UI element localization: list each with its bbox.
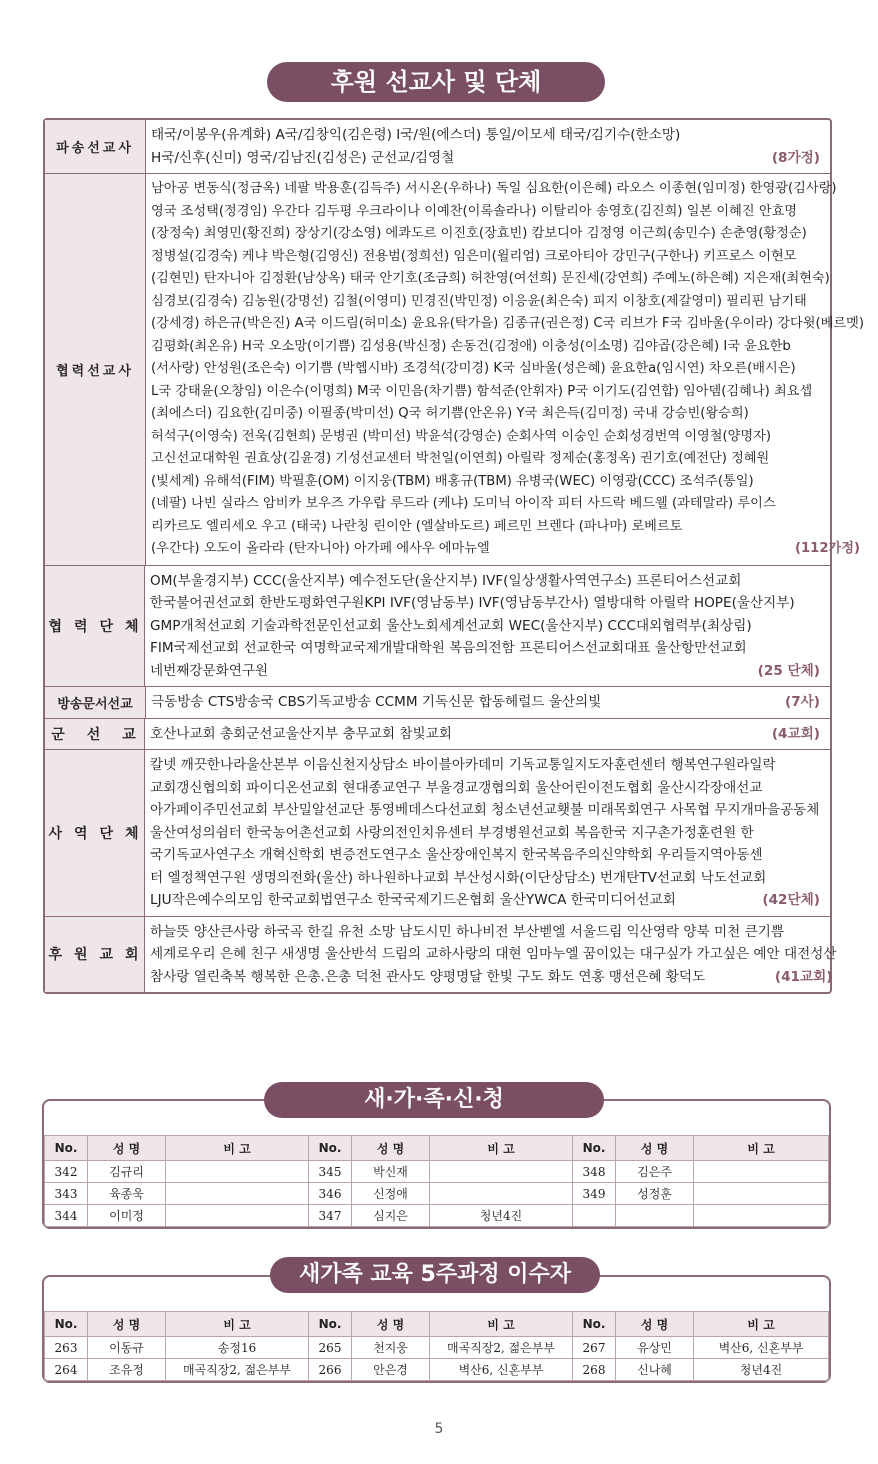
education-title: 새가족 교육 5주과정 이수자 bbox=[270, 1257, 600, 1293]
table-row: 344 이미정 347 심지은 청년4진 bbox=[45, 1205, 829, 1227]
row-content: OM(부울경지부) CCC(울산지부) 예수전도단(울산지부) IVF(일상생활사역연구소) 프론티어스선교회 한국불어권선교회 한반도평화연구원KPI IVF(영남동부) IVF(영남동부간사) 열방대학 아릴락 HOPE(울산지부) GMP개척선교회 기술과학전문인선교회 울산노회세계선교회 WEC(울산지부) CCC대외협력부(최상림) FIM국제선교회 선교한국 여명학교국제개발대학원 복음의전함 프론티어스선교회대표 울산항만선교회 네번째강문화연구원 (25 단체) bbox=[145, 566, 830, 687]
table-row: 342 김규리 345 박신재 348 김은주 bbox=[45, 1161, 829, 1183]
page-number: 5 bbox=[434, 1421, 444, 1437]
row-label: 사역단체 bbox=[45, 750, 145, 916]
count-badge: (42단체) bbox=[762, 892, 820, 908]
row-cooperating-missionaries bbox=[45, 173, 865, 565]
table-row: 343 육종욱 346 신정애 349 성정훈 bbox=[45, 1183, 829, 1205]
row-label: 파송선교사 bbox=[45, 120, 146, 173]
count-badge: (25 단체) bbox=[757, 662, 820, 679]
new-family-title: 새·가·족·신·청 bbox=[264, 1082, 604, 1118]
row-military-ministry bbox=[45, 718, 830, 750]
page-title: 후원 선교사 및 단체 bbox=[267, 62, 605, 102]
row-content: 칼넷 깨끗한나라울산본부 이음신천지상담소 바이블아카데미 기독교통일지도자훈련센터 행복연구원라일락 교회갱신협의회 파이디온선교회 현대종교연구 부울경교갱협의회 울산어린이전도협회 울산시각장애선교 아가페이주민선교회 부산밀알선교단 통영베데스다선교회 청소년선교횃불 미래목회연구 사목협 무지개마을공동체 울산여성의쉼터 한국농어촌선교회 사랑의전인치유센터 부경병원선교회 복음한국 지구촌가정훈련원 한 국기독교사연구소 개혁신학회 변증전도연구소 울산장애인복지 한국복음주의신약학회 우리들지역아동센 터 엘정책연구원 생명의전화(울산) 하나원하나교회 부산성시화(이단상담소) 번개탄TV선교회 낙도선교회 LJU작은예수의모임 한국교회법연구소 한국국제기드온협회 울산YWCA 한국미디어선교회 (42단체) bbox=[145, 750, 830, 916]
row-ministry-organizations bbox=[45, 749, 830, 916]
row-content: 태국/이봉우(유계화) A국/김창익(김은령) I국/원(에스더) 통일/이모세 태국/김기수(한소망) H국/신후(신미) 영국/김남진(김성은) 군선교/김영철 (8가정) bbox=[146, 120, 830, 173]
count-badge: (8가정) bbox=[771, 149, 820, 166]
count-badge: (7사) bbox=[784, 694, 820, 710]
row-supporting-churches bbox=[45, 916, 837, 993]
education-table: No. 성 명 비 고 No. 성 명 비 고 No. 성 명 비 고 263 이동규 송정16 265 천지웅 매곡직장2, 젊은부부 267 유상민 벽산6, 신혼부부 264 조유정 매곡직장2, 젊은부부 266 안은경 벽산6, 신혼부부 268 신나혜 청년4진 bbox=[44, 1311, 829, 1381]
row-content: 하늘뜻 양산큰사랑 하국곡 한길 유천 소망 남도시민 하나비전 부산벧엘 서울드림 익산영락 양북 미천 큰기쁨 세계로우리 은혜 친구 새생명 울산반석 드림의 교하사랑의 대현 임마누엘 꿈이있는 대구싶가 가고싶은 예안 대전성산 참사랑 열린축복 행복한 은총.은총 덕천 관사도 양평명달 한빛 구도 화도 연홍 맹선은혜 황덕도 (41교회) bbox=[145, 917, 843, 993]
row-dispatched-missionaries bbox=[45, 120, 830, 173]
supporters-table bbox=[43, 118, 865, 994]
count-badge: (4교회) bbox=[771, 725, 820, 742]
new-family-box bbox=[42, 1099, 831, 1229]
table-row: 263 이동규 송정16 265 천지웅 매곡직장2, 젊은부부 267 유상민 벽산6, 신혼부부 bbox=[45, 1337, 829, 1359]
row-label: 협력단체 bbox=[45, 566, 145, 687]
new-family-table: No. 성 명 비 고 No. 성 명 비 고 No. 성 명 비 고 342 김규리 345 박신재 348 김은주 343 육종욱 346 신정애 349 성정훈 344 이미정 347 심지은 청년4진 bbox=[44, 1135, 829, 1227]
table-row: 264 조유정 매곡직장2, 젊은부부 266 안은경 벽산6, 신혼부부 268 신나혜 청년4진 bbox=[45, 1359, 829, 1381]
row-label: 군선교 bbox=[45, 719, 145, 750]
row-label: 협력선교사 bbox=[45, 174, 146, 565]
row-label: 방송문서선교 bbox=[45, 687, 146, 718]
row-label: 후원교회 bbox=[45, 917, 145, 993]
count-badge: (112가정) bbox=[794, 541, 861, 556]
row-content: 극동방송 CTS방송국 CBS기독교방송 CCMM 기독신문 합동헤럴드 울산의빛 (7사) bbox=[146, 687, 830, 718]
row-content: 남아공 변동식(정금옥) 네팔 박용훈(김득주) 서시온(우하나) 독일 심요한(이은혜) 라오스 이종현(임미정) 한영광(김사랑) 영국 조성택(정경임) 우간다 김두평 우크라이나 이예찬(이록솔라나) 이탈리아 송영호(김진희) 일본 이혜진 안효명 (장정숙) 최영민(황진희) 장상기(강소영) 에콰도르 이진호(장효빈) 캄보디아 김정영 이근희(송민수) 손춘영(황정순) 정병설(김경숙) 케냐 박은형(김영신) 전용범(정희선) 임은미(윌리엄) 크로아티아 강민구(구한나) 키프로스 이현모 (김현민) 탄자니아 김정환(남상옥) 태국 안기호(조금희) 허찬영(여선희) 문진세(강연희) 주예노(하은혜) 지은재(최현숙) 심경보(김경숙) 김농원(강명선) 김철(이영미) 민경진(박민정) 이응윤(최은숙) 피지 이창호(제갈영미) 필리핀 남기태 (강세경) 하은규(박은진) A국 이드림(허미소) 윤요유(탁가을) 김종규(권은정) C국 리브가 F국 김바울(우이라) 강다윗(베르멧) 김평화(최온유) H국 오소망(이기쁨) 김성용(박신정) 손동건(김정애) 이충성(이소명) 김야곱(강은혜) I국 윤요한b (서사랑) 안성원(조은숙) 이기쁨 (박헵시바) 조경석(강미경) K국 심바울(성은혜) 윤요한a(임시연) 차오른(배시은) L국 강태윤(오창임) 이은수(이명희) M국 이민음(차기쁨) 함석준(안휘자) P국 이기도(김연합) 임아뎀(김혜나) 최요셉 (최에스더) 김요한(김미중) 이필종(박미선) Q국 허기쁨(안온유) Y국 최은득(김미정) 국내 강승빈(왕승희) 허석구(이영숙) 전욱(김현희) 문병권 (박미선) 박윤석(강영순) 순회사역 이숭인 순회성경번역 이영철(양명자) 고신선교대학원 권효상(김윤경) 기성선교센터 박천일(이연희) 아릴락 정제순(홍정옥) 권기호(예전단) 정혜원 (빛세계) 유해석(FIM) 박필훈(OM) 이지웅(TBM) 배홍규(TBM) 유병국(WEC) 이영광(CCC) 조석주(통일) (네팔) 나빈 실라스 암비카 보우즈 가우랍 루드라 (케냐) 도미닉 아이작 피터 사드락 베드웰 (과테말라) 루이스 리카르도 엘리세오 우고 (태국) 나란칭 린이안 (엘살바도르) 페르민 브렌다 (파나마) 로베르토 (우간다) 오도이 올라라 (탄자니아) 아가페 에사우 에마뉴엘 (112가정) bbox=[146, 174, 870, 565]
row-broadcast-ministry bbox=[45, 686, 830, 718]
row-cooperating-organizations bbox=[45, 565, 830, 687]
row-content: 호산나교회 총회군선교울산지부 충무교회 참빛교회 (4교회) bbox=[145, 719, 830, 750]
count-badge: (41교회) bbox=[774, 968, 833, 985]
